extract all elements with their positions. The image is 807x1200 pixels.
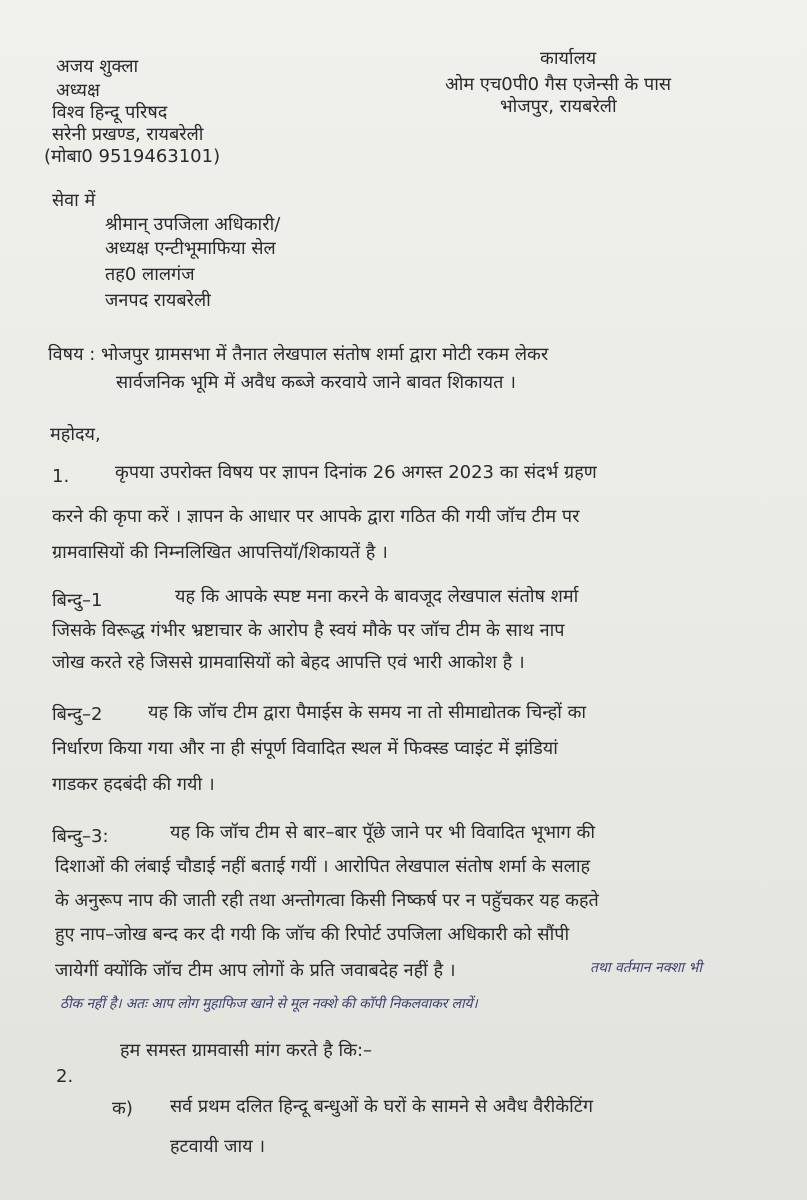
subject-line1: विषय : भोजपुर ग्रामसभा में तैनात लेखपाल संतोष शर्मा द्वारा मोटी रकम लेकर xyxy=(48,344,549,365)
recipient-line4: जनपद रायबरेली xyxy=(105,290,211,311)
point3-line3: के अनुरूप नाप की जाती रही तथा अन्तोगत्वा किसी निष्कर्ष पर न पहुॅचकर यह कहते xyxy=(55,890,599,911)
sender-block: सरेनी प्रखण्ड, रायबरेली xyxy=(52,124,204,145)
recipient-salutation: सेवा में xyxy=(52,190,96,211)
point2-line3: गाडकर हदबंदी की गयी । xyxy=(52,774,215,795)
recipient-line1: श्रीमान् उपजिला अधिकारी/ xyxy=(105,214,281,235)
sender-name: अजय शुक्ला xyxy=(56,56,139,77)
sender-mobile: (मोबा0 9519463101) xyxy=(44,146,221,167)
point1-line2: जिसके विरूद्ध गंभीर भ्रष्टाचार के आरोप है स्वयं मौके पर जॉच टीम के साथ नाप xyxy=(52,620,565,641)
para1-line2: करने की कृपा करें । ज्ञापन के आधार पर आपके द्वारा गठित की गयी जॉच टीम पर xyxy=(52,506,580,527)
point1-label: बिन्दु–1 xyxy=(52,590,103,611)
point3-label: बिन्दु–3: xyxy=(52,826,109,847)
point2-line2: निर्धारण किया गया और ना ही संपूर्ण विवादित स्थल में फिक्स्ड प्वाइंट में झंडियां xyxy=(52,738,558,759)
para1-number: 1. xyxy=(52,466,70,487)
office-address-line1: ओम एच0पी0 गैस एजेन्सी के पास xyxy=(445,74,672,95)
point3-line1: यह कि जॉच टीम से बार–बार पूॅछे जाने पर भी विवादित भूभाग की xyxy=(170,822,596,843)
office-label: कार्यालय xyxy=(540,48,597,69)
point3-line4: हुए नाप–जोख बन्द कर दी गयी कि जॉच की रिपोर्ट उपजिला अधिकारी को सौंपी xyxy=(55,924,570,945)
recipient-line3: तह0 लालगंज xyxy=(105,264,195,285)
item-a-line2: हटवायी जाय । xyxy=(170,1136,266,1157)
para1-line1: कृपया उपरोक्त विषय पर ज्ञापन दिनांक 26 अगस्त 2023 का संदर्भ ग्रहण xyxy=(115,462,597,483)
sender-organization: विश्व हिन्दू परिषद xyxy=(52,102,168,123)
para2-line1: हम समस्त ग्रामवासी मांग करते है कि:– xyxy=(120,1040,373,1061)
point2-label: बिन्दु–2 xyxy=(52,704,103,725)
handwritten-note-line2: ठीक नहीं है। अतः आप लोग मुहाफिज खाने से मूल नक्शे की कॉपी निकलवाकर लायें। xyxy=(60,996,478,1012)
point1-line3: जोख करते रहे जिससे ग्रामवासियों को बेहद आपत्ति एवं भारी आकोश है । xyxy=(52,652,525,673)
para2-number: 2. xyxy=(56,1066,74,1087)
point2-line1: यह कि जॉच टीम द्वारा पैमाईस के समय ना तो सीमाद्योतक चिन्हों का xyxy=(148,702,587,723)
item-a-label: क) xyxy=(112,1098,133,1119)
handwritten-note-line1: तथा वर्तमान नक्शा भी xyxy=(590,960,702,976)
point3-line2: दिशाओं की लंबाई चौडाई नहीं बताई गयीं । आरोपित लेखपाल संतोष शर्मा के सलाह xyxy=(55,856,591,877)
sender-designation: अध्यक्ष xyxy=(56,80,100,101)
recipient-line2: अध्यक्ष एन्टीभूमाफिया सेल xyxy=(105,238,276,259)
item-a-line1: सर्व प्रथम दलित हिन्दू बन्धुओं के घरों के सामने से अवैध वैरीकेटिंग xyxy=(170,1096,593,1117)
para1-line3: ग्रामवासियों की निम्नलिखित आपत्तियॉ/शिकायतें है । xyxy=(52,542,388,563)
office-address-line2: भोजपुर, रायबरेली xyxy=(500,96,617,117)
point3-line5: जायेगीं क्योंकि जॉच टीम आप लोगों के प्रति जवाबदेह नहीं है । xyxy=(55,960,456,981)
point1-line1: यह कि आपके स्पष्ट मना करने के बावजूद लेखपाल संतोष शर्मा xyxy=(175,586,579,607)
subject-line2: सार्वजनिक भूमि में अवैध कब्जे करवाये जाने बावत शिकायत । xyxy=(116,372,516,393)
greeting: महोदय, xyxy=(50,424,101,445)
